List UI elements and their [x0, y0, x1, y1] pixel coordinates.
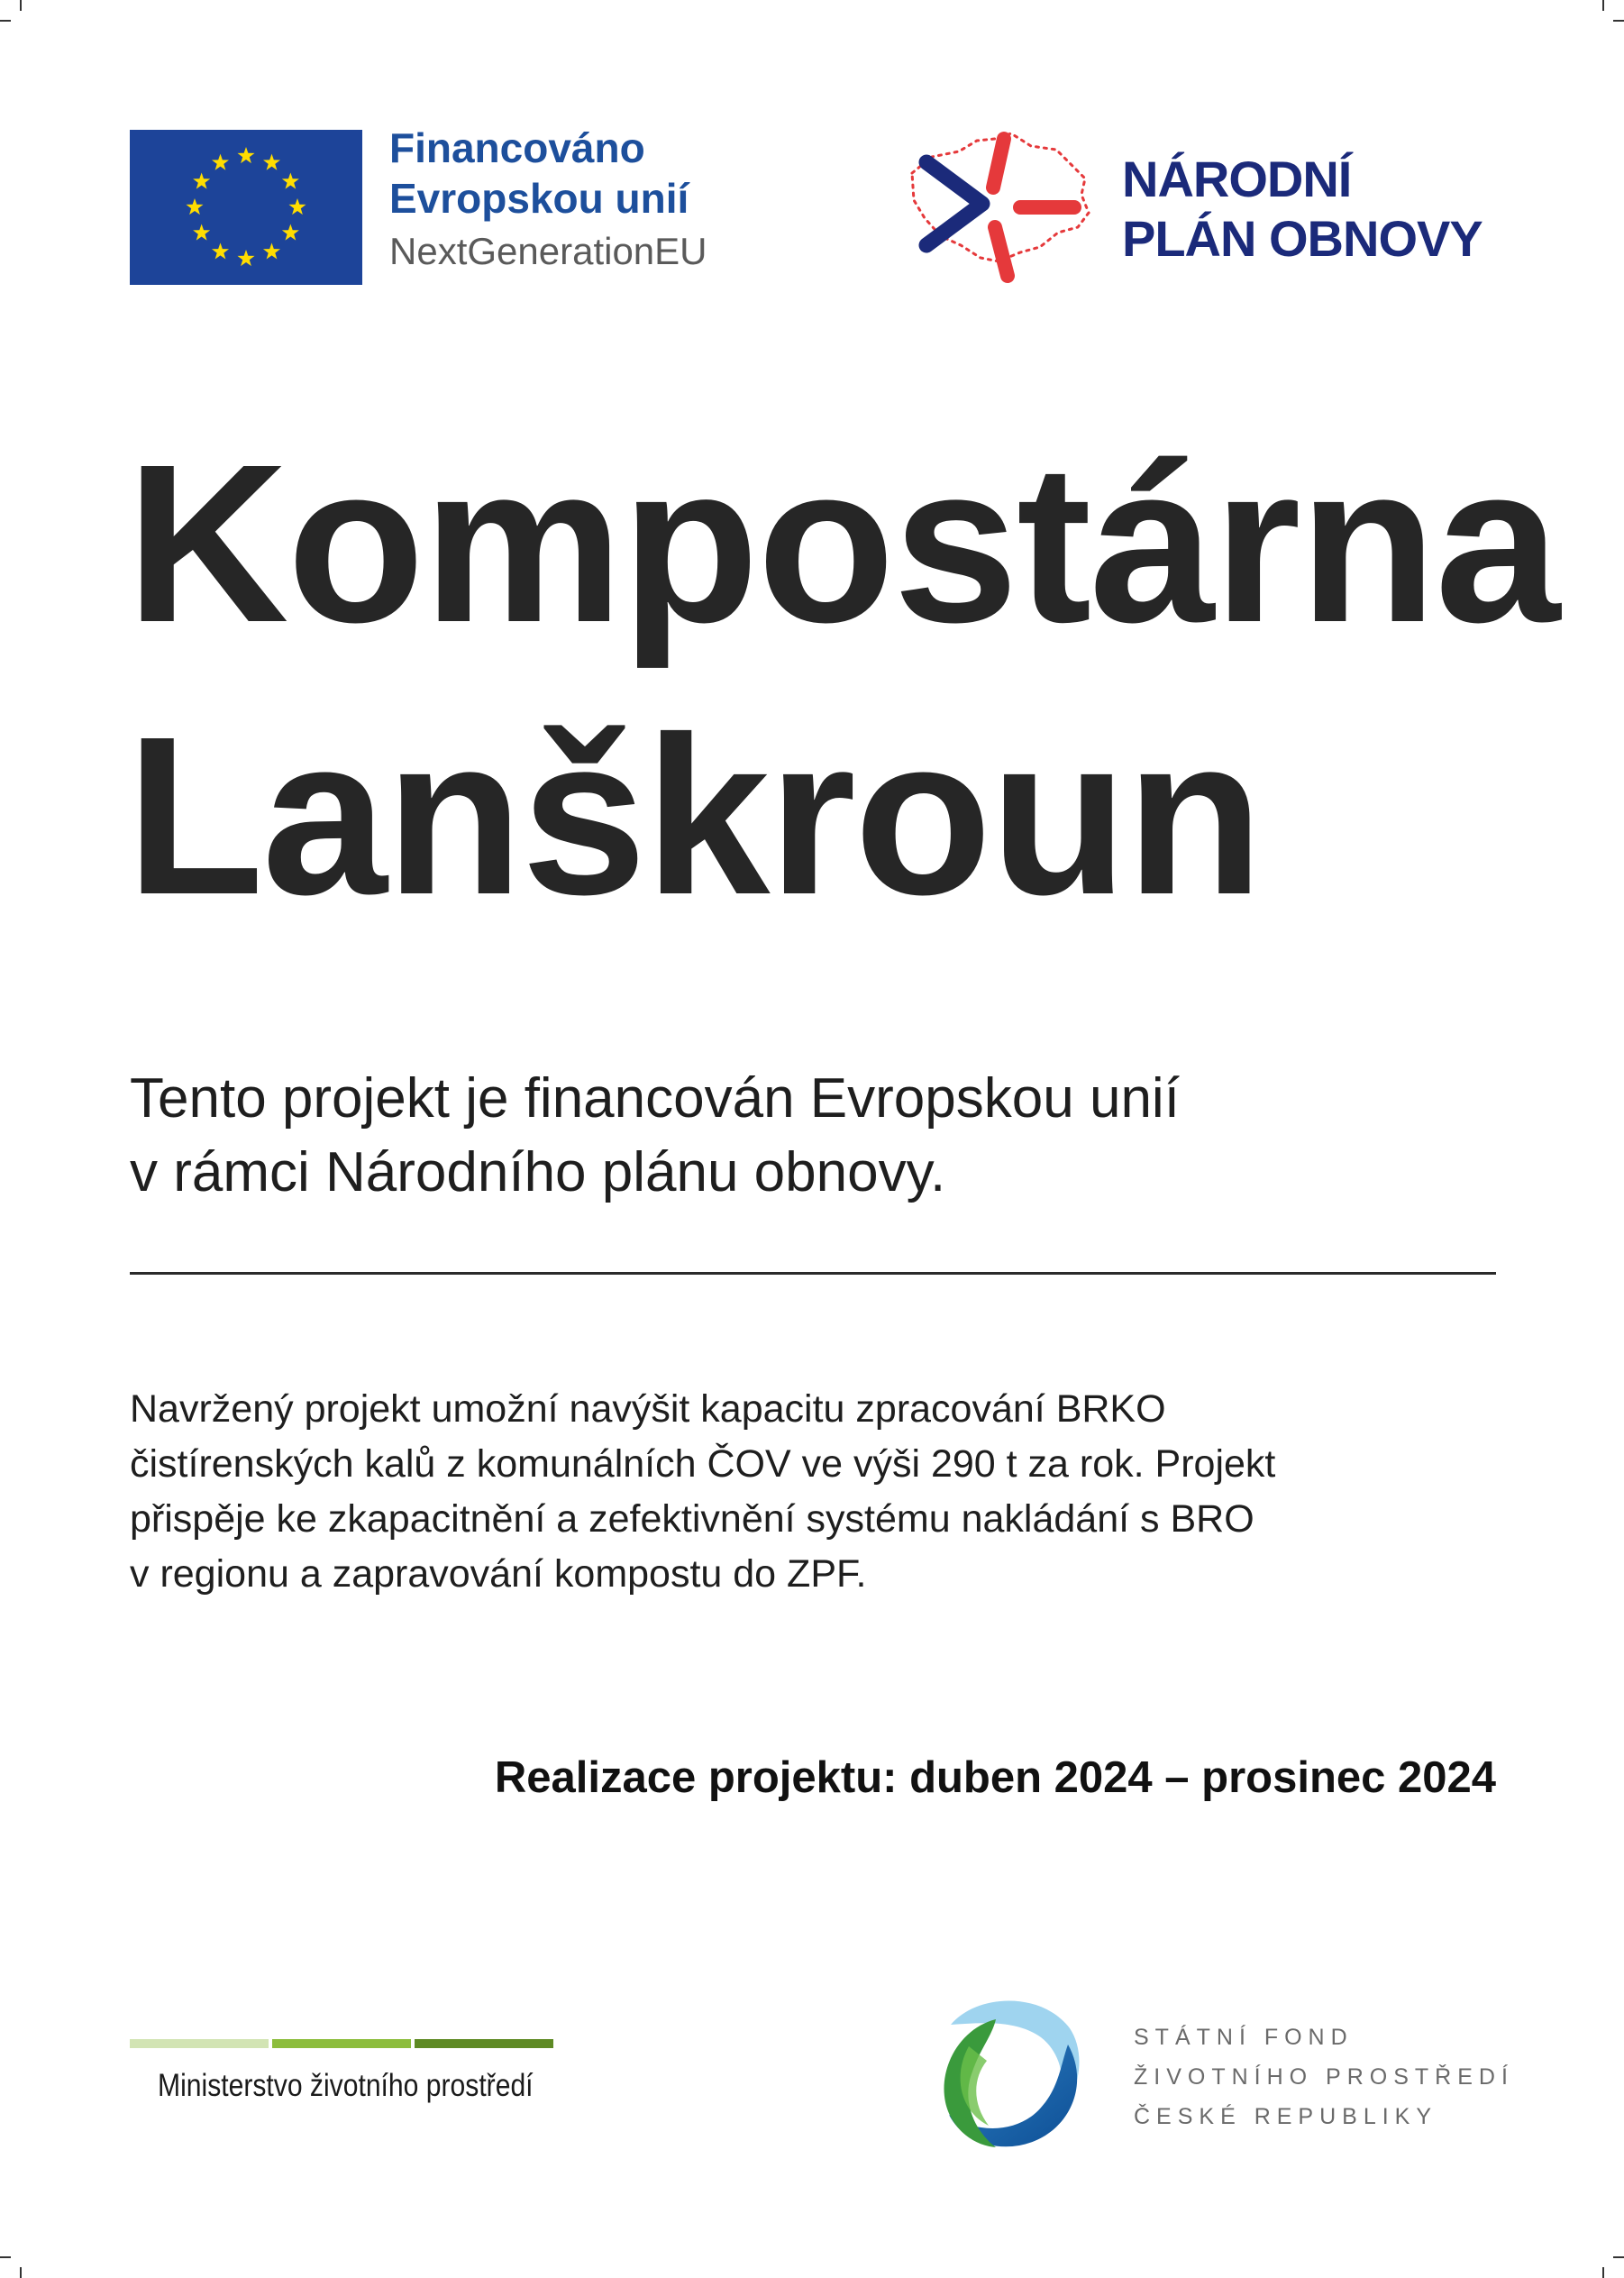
project-timeline: Realizace projektu: duben 2024 – prosinec 2024 — [494, 1753, 1496, 1802]
czech-republic-map-icon — [905, 126, 1094, 288]
sfzp-logo-line3: ČESKÉ REPUBLIKY — [1134, 2104, 1438, 2129]
project-description — [130, 1382, 1536, 1602]
sfzp-swirl-icon — [933, 1992, 1086, 2150]
title-line2: Lanškroun — [126, 690, 1262, 941]
crop-mark-bottom-left — [0, 2256, 11, 2258]
eu-logo-line3: NextGenerationEU — [389, 230, 707, 272]
description-line1: Navržený projekt umožní navýšit kapacitu zpracování BRKO — [130, 1387, 1166, 1431]
funding-statement — [130, 1062, 1482, 1210]
ministry-logo-text: Ministerstvo životního prostředí — [158, 2068, 534, 2103]
crop-mark-top-right-v — [1602, 0, 1604, 11]
crop-mark-bottom-right-v — [1602, 2267, 1604, 2278]
npo-logo-line1: NÁRODNÍ — [1122, 151, 1352, 207]
ministry-bar-mid — [272, 2039, 411, 2048]
eu-logo-line1: Financováno — [389, 124, 645, 171]
npo-logo-line2: PLÁN OBNOVY — [1122, 210, 1483, 267]
page-title — [126, 407, 1613, 952]
description-line4: v regionu a zapravování kompostu do ZPF. — [130, 1552, 867, 1596]
crop-mark-top-left — [0, 20, 11, 22]
crop-mark-top-left-v — [20, 0, 22, 11]
crop-mark-top-right — [1613, 20, 1624, 22]
ministry-bar-light — [130, 2039, 269, 2048]
crop-mark-bottom-left-v — [20, 2267, 22, 2278]
divider — [130, 1272, 1496, 1275]
npo-logo-text — [1122, 150, 1483, 269]
eu-logo-line2: Evropskou unií — [389, 175, 689, 222]
sfzp-logo-line2: ŽIVOTNÍHO PROSTŘEDÍ — [1134, 2064, 1514, 2090]
subtitle-line2: v rámci Národního plánu obnovy. — [130, 1141, 946, 1203]
eu-flag-icon — [130, 130, 362, 285]
description-line2: čistírenských kalů z komunálních ČOV ve výši 290 t za rok. Projekt — [130, 1442, 1276, 1486]
description-line3: přispěje ke zkapacitnění a zefektivnění systému nakládání s BRO — [130, 1497, 1254, 1541]
crop-mark-bottom-right — [1613, 2256, 1624, 2258]
sfzp-logo-line1: STÁTNÍ FOND — [1134, 2025, 1354, 2050]
title-line1: Kompostárna — [126, 417, 1559, 669]
ministry-logo-bars — [130, 2039, 555, 2048]
ministry-bar-dark — [415, 2039, 553, 2048]
subtitle-line1: Tento projekt je financován Evropskou unií — [130, 1067, 1180, 1130]
eu-funding-logo-text — [389, 123, 707, 279]
sfzp-logo-text — [1134, 2017, 1514, 2136]
